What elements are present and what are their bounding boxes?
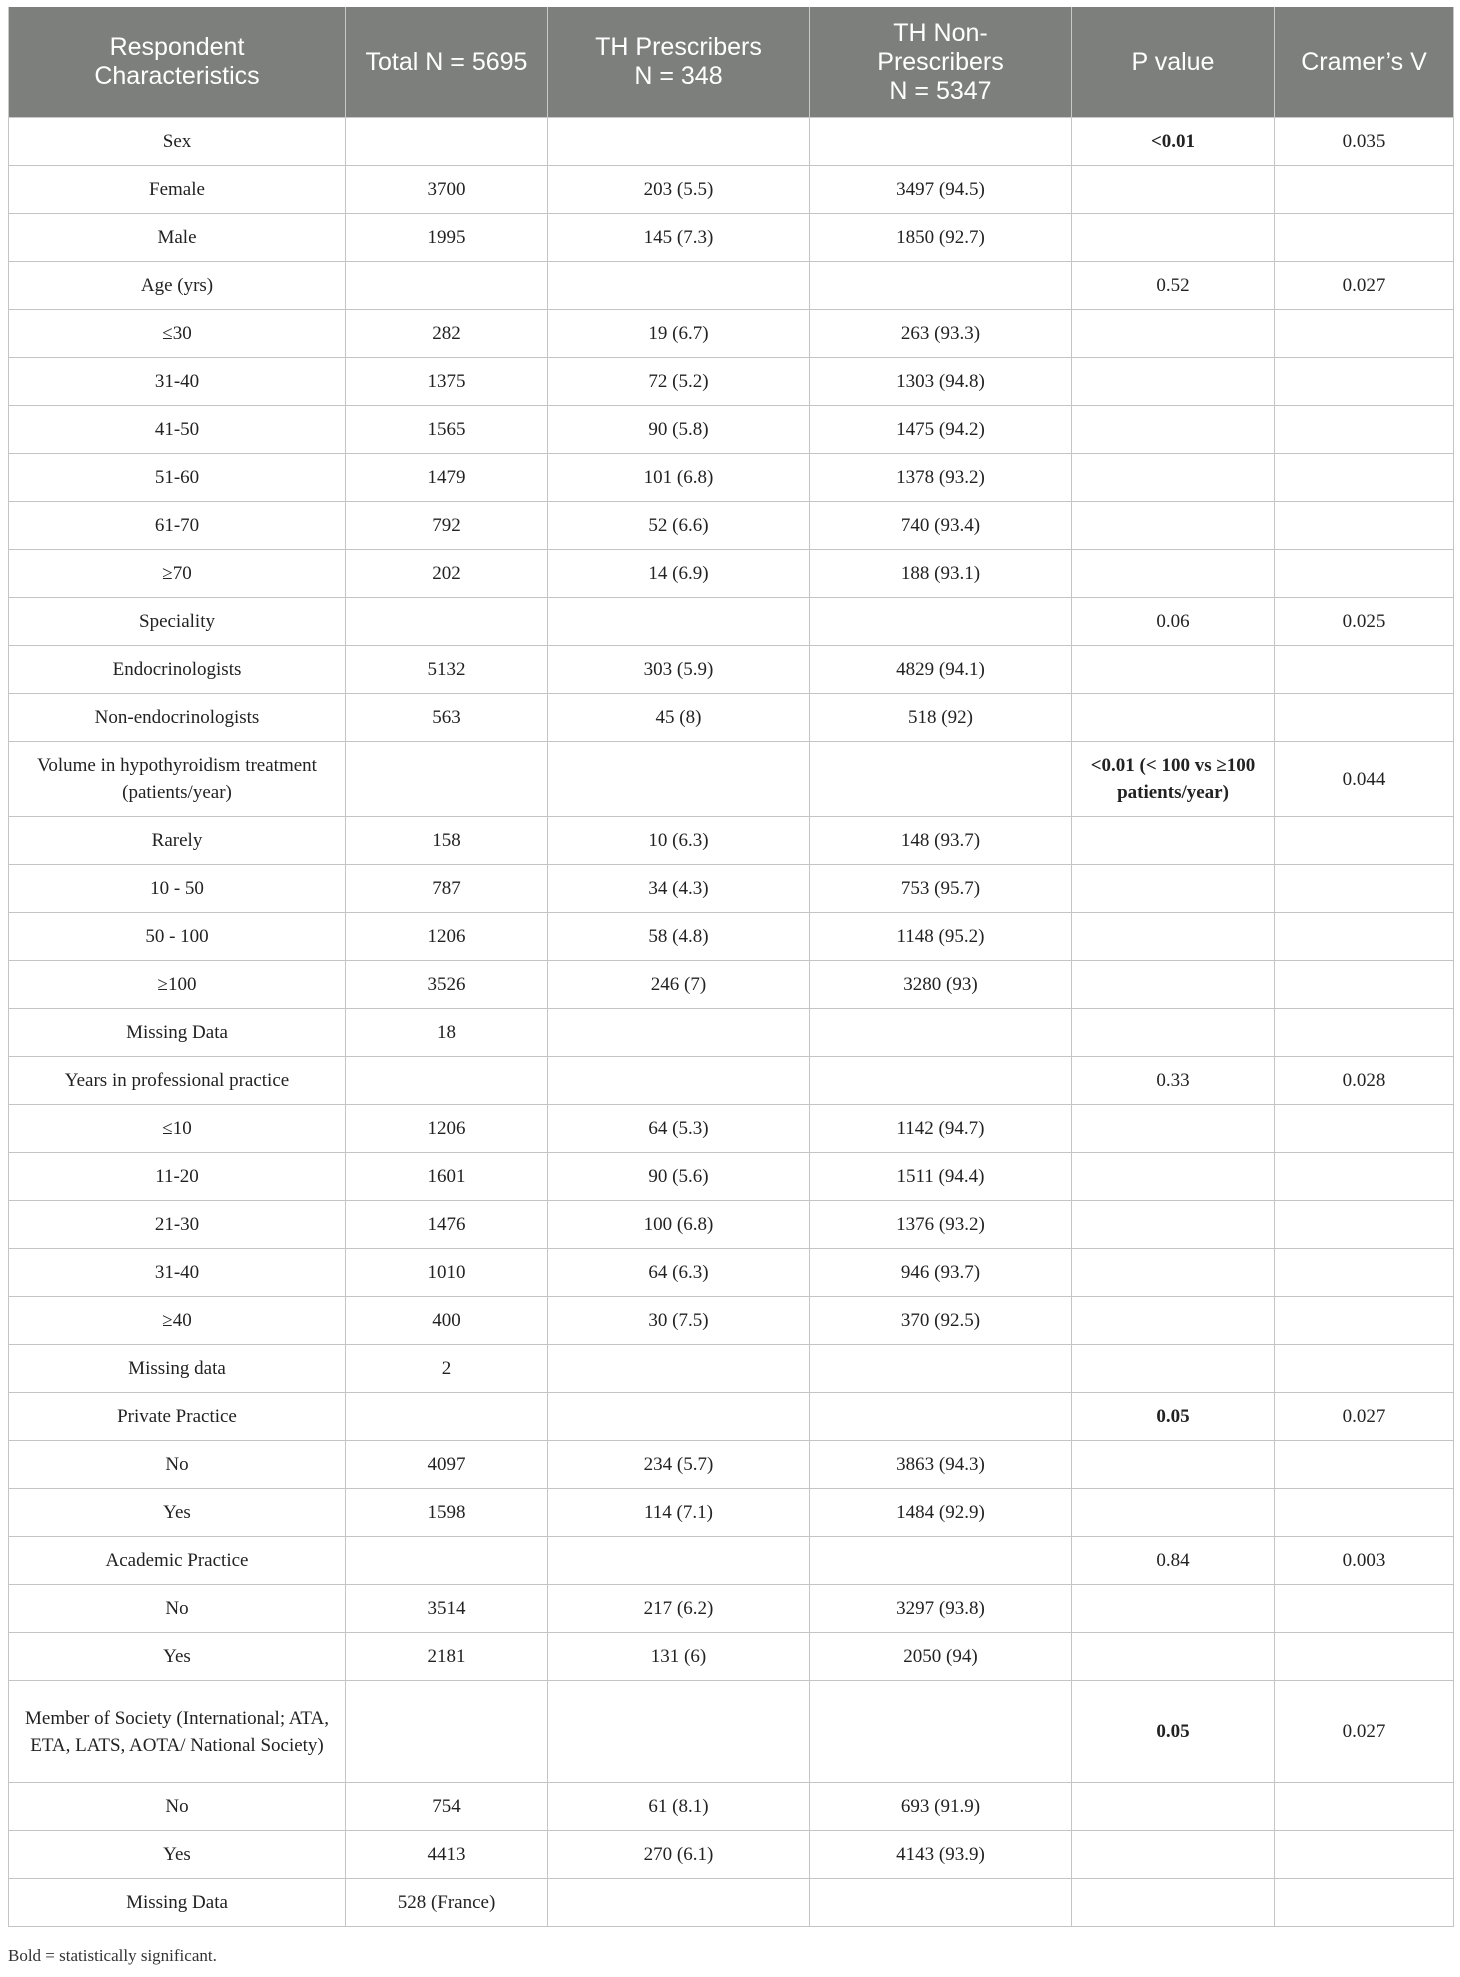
non-prescribers-cell: 518 (92) bbox=[810, 694, 1072, 742]
p-value-cell: 0.33 bbox=[1072, 1057, 1275, 1105]
cramers-v-cell bbox=[1275, 817, 1454, 865]
p-value-cell bbox=[1072, 406, 1275, 454]
total-cell: 5132 bbox=[346, 646, 548, 694]
table-row bbox=[9, 166, 1454, 214]
p-value-cell: 0.05 bbox=[1072, 1393, 1275, 1441]
total-cell: 1476 bbox=[346, 1201, 548, 1249]
prescribers-cell: 234 (5.7) bbox=[548, 1441, 810, 1489]
total-cell bbox=[346, 1681, 548, 1783]
p-value-cell bbox=[1072, 166, 1275, 214]
prescribers-cell: 203 (5.5) bbox=[548, 166, 810, 214]
header-th-prescribers: TH Prescribers N = 348 bbox=[548, 7, 810, 118]
cramers-v-cell bbox=[1275, 1105, 1454, 1153]
prescribers-cell: 270 (6.1) bbox=[548, 1831, 810, 1879]
non-prescribers-cell bbox=[810, 598, 1072, 646]
total-cell: 754 bbox=[346, 1783, 548, 1831]
p-value-cell bbox=[1072, 1489, 1275, 1537]
total-cell: 1601 bbox=[346, 1153, 548, 1201]
table-row bbox=[9, 454, 1454, 502]
p-value-cell bbox=[1072, 817, 1275, 865]
prescribers-cell: 303 (5.9) bbox=[548, 646, 810, 694]
table-row bbox=[9, 262, 1454, 310]
table-row bbox=[9, 1297, 1454, 1345]
prescribers-cell: 100 (6.8) bbox=[548, 1201, 810, 1249]
table-row bbox=[9, 1633, 1454, 1681]
header-row bbox=[9, 7, 1454, 118]
table-row bbox=[9, 913, 1454, 961]
non-prescribers-cell: 148 (93.7) bbox=[810, 817, 1072, 865]
cramers-v-cell bbox=[1275, 1345, 1454, 1393]
total-cell bbox=[346, 118, 548, 166]
non-prescribers-cell: 753 (95.7) bbox=[810, 865, 1072, 913]
cramers-v-cell bbox=[1275, 310, 1454, 358]
characteristic-cell: Yes bbox=[9, 1633, 346, 1681]
p-value-cell: <0.01 (< 100 vs ≥100 patients/year) bbox=[1072, 742, 1275, 817]
table-row bbox=[9, 1441, 1454, 1489]
table-row bbox=[9, 310, 1454, 358]
characteristic-cell: Sex bbox=[9, 118, 346, 166]
table-row bbox=[9, 502, 1454, 550]
cramers-v-cell bbox=[1275, 1249, 1454, 1297]
characteristic-cell: Non-endocrinologists bbox=[9, 694, 346, 742]
cramers-v-cell bbox=[1275, 1297, 1454, 1345]
characteristic-cell: 10 - 50 bbox=[9, 865, 346, 913]
table-row bbox=[9, 358, 1454, 406]
characteristic-cell: 41-50 bbox=[9, 406, 346, 454]
data-table-container bbox=[8, 7, 1453, 1927]
prescribers-cell: 45 (8) bbox=[548, 694, 810, 742]
p-value-cell bbox=[1072, 1105, 1275, 1153]
p-value-cell: 0.52 bbox=[1072, 262, 1275, 310]
total-cell: 282 bbox=[346, 310, 548, 358]
characteristic-cell: Endocrinologists bbox=[9, 646, 346, 694]
total-cell: 787 bbox=[346, 865, 548, 913]
total-cell: 400 bbox=[346, 1297, 548, 1345]
non-prescribers-cell: 1376 (93.2) bbox=[810, 1201, 1072, 1249]
table-row bbox=[9, 1783, 1454, 1831]
table-row bbox=[9, 865, 1454, 913]
table-row bbox=[9, 1537, 1454, 1585]
p-value-cell bbox=[1072, 1831, 1275, 1879]
p-value-cell bbox=[1072, 913, 1275, 961]
p-value-cell bbox=[1072, 310, 1275, 358]
p-value-cell: 0.06 bbox=[1072, 598, 1275, 646]
characteristic-cell: 21-30 bbox=[9, 1201, 346, 1249]
header-p-value: P value bbox=[1072, 7, 1275, 118]
non-prescribers-cell: 693 (91.9) bbox=[810, 1783, 1072, 1831]
total-cell: 1206 bbox=[346, 1105, 548, 1153]
footnote: Bold = statistically significant. bbox=[8, 1946, 217, 1965]
prescribers-cell bbox=[548, 598, 810, 646]
table-row bbox=[9, 1057, 1454, 1105]
cramers-v-cell bbox=[1275, 646, 1454, 694]
characteristic-cell: Member of Society (International; ATA, ETA, LATS, AOTA/ National Society) bbox=[9, 1681, 346, 1783]
cramers-v-cell bbox=[1275, 166, 1454, 214]
total-cell bbox=[346, 742, 548, 817]
p-value-cell bbox=[1072, 1783, 1275, 1831]
non-prescribers-cell: 1484 (92.9) bbox=[810, 1489, 1072, 1537]
non-prescribers-cell: 1511 (94.4) bbox=[810, 1153, 1072, 1201]
characteristic-cell: Years in professional practice bbox=[9, 1057, 346, 1105]
header-total: Total N = 5695 bbox=[346, 7, 548, 118]
cramers-v-cell: 0.003 bbox=[1275, 1537, 1454, 1585]
prescribers-cell: 34 (4.3) bbox=[548, 865, 810, 913]
header-respondent-characteristics: Respondent Characteristics bbox=[9, 7, 346, 118]
p-value-cell bbox=[1072, 358, 1275, 406]
non-prescribers-cell: 3280 (93) bbox=[810, 961, 1072, 1009]
non-prescribers-cell bbox=[810, 1057, 1072, 1105]
table-header bbox=[9, 7, 1454, 118]
cramers-v-cell bbox=[1275, 1201, 1454, 1249]
total-cell: 202 bbox=[346, 550, 548, 598]
non-prescribers-cell: 2050 (94) bbox=[810, 1633, 1072, 1681]
characteristic-cell: ≥70 bbox=[9, 550, 346, 598]
prescribers-cell: 10 (6.3) bbox=[548, 817, 810, 865]
cramers-v-cell bbox=[1275, 406, 1454, 454]
cramers-v-cell: 0.028 bbox=[1275, 1057, 1454, 1105]
cramers-v-cell bbox=[1275, 1879, 1454, 1927]
non-prescribers-cell bbox=[810, 742, 1072, 817]
non-prescribers-cell: 3497 (94.5) bbox=[810, 166, 1072, 214]
characteristic-cell: 31-40 bbox=[9, 1249, 346, 1297]
p-value-cell bbox=[1072, 961, 1275, 1009]
prescribers-cell: 30 (7.5) bbox=[548, 1297, 810, 1345]
characteristic-cell: 50 - 100 bbox=[9, 913, 346, 961]
characteristic-cell: No bbox=[9, 1441, 346, 1489]
table-row bbox=[9, 1345, 1454, 1393]
characteristic-cell: ≥40 bbox=[9, 1297, 346, 1345]
non-prescribers-cell bbox=[810, 1879, 1072, 1927]
non-prescribers-cell bbox=[810, 1393, 1072, 1441]
characteristic-cell: Academic Practice bbox=[9, 1537, 346, 1585]
total-cell: 18 bbox=[346, 1009, 548, 1057]
cramers-v-cell bbox=[1275, 913, 1454, 961]
header-th-non-prescribers: TH Non- Prescribers N = 5347 bbox=[810, 7, 1072, 118]
p-value-cell bbox=[1072, 454, 1275, 502]
non-prescribers-cell bbox=[810, 262, 1072, 310]
characteristic-cell: Female bbox=[9, 166, 346, 214]
characteristic-cell: Missing Data bbox=[9, 1879, 346, 1927]
total-cell bbox=[346, 1057, 548, 1105]
p-value-cell bbox=[1072, 214, 1275, 262]
cramers-v-cell: 0.035 bbox=[1275, 118, 1454, 166]
cramers-v-cell bbox=[1275, 1009, 1454, 1057]
prescribers-cell: 64 (6.3) bbox=[548, 1249, 810, 1297]
non-prescribers-cell bbox=[810, 1345, 1072, 1393]
prescribers-cell: 90 (5.6) bbox=[548, 1153, 810, 1201]
cramers-v-cell bbox=[1275, 1489, 1454, 1537]
table-row bbox=[9, 961, 1454, 1009]
total-cell: 1565 bbox=[346, 406, 548, 454]
p-value-cell bbox=[1072, 502, 1275, 550]
p-value-cell bbox=[1072, 1345, 1275, 1393]
table-row bbox=[9, 1831, 1454, 1879]
cramers-v-cell: 0.027 bbox=[1275, 1681, 1454, 1783]
total-cell: 1010 bbox=[346, 1249, 548, 1297]
characteristic-cell: Age (yrs) bbox=[9, 262, 346, 310]
total-cell: 2 bbox=[346, 1345, 548, 1393]
p-value-cell bbox=[1072, 550, 1275, 598]
p-value-cell bbox=[1072, 1153, 1275, 1201]
prescribers-cell: 52 (6.6) bbox=[548, 502, 810, 550]
total-cell: 1206 bbox=[346, 913, 548, 961]
table-row bbox=[9, 646, 1454, 694]
total-cell bbox=[346, 1537, 548, 1585]
characteristic-cell: No bbox=[9, 1783, 346, 1831]
non-prescribers-cell: 4829 (94.1) bbox=[810, 646, 1072, 694]
prescribers-cell bbox=[548, 1057, 810, 1105]
characteristic-cell: Volume in hypothyroidism treatment (patients/year) bbox=[9, 742, 346, 817]
characteristic-cell: 31-40 bbox=[9, 358, 346, 406]
prescribers-cell: 114 (7.1) bbox=[548, 1489, 810, 1537]
cramers-v-cell bbox=[1275, 454, 1454, 502]
prescribers-cell bbox=[548, 262, 810, 310]
cramers-v-cell: 0.027 bbox=[1275, 262, 1454, 310]
prescribers-cell: 72 (5.2) bbox=[548, 358, 810, 406]
total-cell: 1479 bbox=[346, 454, 548, 502]
total-cell: 792 bbox=[346, 502, 548, 550]
total-cell: 4097 bbox=[346, 1441, 548, 1489]
prescribers-cell: 58 (4.8) bbox=[548, 913, 810, 961]
table-row bbox=[9, 817, 1454, 865]
total-cell: 1995 bbox=[346, 214, 548, 262]
table-row bbox=[9, 1249, 1454, 1297]
characteristic-cell: 51-60 bbox=[9, 454, 346, 502]
cramers-v-cell bbox=[1275, 1153, 1454, 1201]
characteristic-cell: 11-20 bbox=[9, 1153, 346, 1201]
total-cell bbox=[346, 598, 548, 646]
prescribers-cell bbox=[548, 742, 810, 817]
table-row bbox=[9, 1009, 1454, 1057]
total-cell: 1375 bbox=[346, 358, 548, 406]
cramers-v-cell bbox=[1275, 865, 1454, 913]
prescribers-cell: 217 (6.2) bbox=[548, 1585, 810, 1633]
non-prescribers-cell: 3863 (94.3) bbox=[810, 1441, 1072, 1489]
p-value-cell bbox=[1072, 1879, 1275, 1927]
table-row bbox=[9, 694, 1454, 742]
characteristic-cell: Missing data bbox=[9, 1345, 346, 1393]
cramers-v-cell bbox=[1275, 1783, 1454, 1831]
prescribers-cell: 101 (6.8) bbox=[548, 454, 810, 502]
total-cell: 1598 bbox=[346, 1489, 548, 1537]
table-row bbox=[9, 742, 1454, 817]
non-prescribers-cell bbox=[810, 1009, 1072, 1057]
prescribers-cell: 14 (6.9) bbox=[548, 550, 810, 598]
cramers-v-cell bbox=[1275, 694, 1454, 742]
characteristic-cell: ≤10 bbox=[9, 1105, 346, 1153]
prescribers-cell bbox=[548, 1009, 810, 1057]
total-cell: 528 (France) bbox=[346, 1879, 548, 1927]
table-row bbox=[9, 1201, 1454, 1249]
table-row bbox=[9, 550, 1454, 598]
non-prescribers-cell: 1303 (94.8) bbox=[810, 358, 1072, 406]
table-row bbox=[9, 118, 1454, 166]
respondent-characteristics-table bbox=[8, 7, 1454, 1927]
table-row bbox=[9, 598, 1454, 646]
non-prescribers-cell: 370 (92.5) bbox=[810, 1297, 1072, 1345]
non-prescribers-cell bbox=[810, 118, 1072, 166]
p-value-cell bbox=[1072, 1249, 1275, 1297]
cramers-v-cell bbox=[1275, 502, 1454, 550]
table-row bbox=[9, 406, 1454, 454]
prescribers-cell bbox=[548, 1393, 810, 1441]
non-prescribers-cell bbox=[810, 1681, 1072, 1783]
prescribers-cell bbox=[548, 1537, 810, 1585]
non-prescribers-cell: 740 (93.4) bbox=[810, 502, 1072, 550]
total-cell: 563 bbox=[346, 694, 548, 742]
table-row bbox=[9, 214, 1454, 262]
p-value-cell bbox=[1072, 1633, 1275, 1681]
prescribers-cell bbox=[548, 1345, 810, 1393]
table-row bbox=[9, 1105, 1454, 1153]
cramers-v-cell bbox=[1275, 214, 1454, 262]
total-cell: 3526 bbox=[346, 961, 548, 1009]
table-row bbox=[9, 1879, 1454, 1927]
p-value-cell bbox=[1072, 1009, 1275, 1057]
total-cell: 158 bbox=[346, 817, 548, 865]
cramers-v-cell: 0.027 bbox=[1275, 1393, 1454, 1441]
p-value-cell bbox=[1072, 694, 1275, 742]
non-prescribers-cell: 946 (93.7) bbox=[810, 1249, 1072, 1297]
p-value-cell bbox=[1072, 646, 1275, 694]
characteristic-cell: Private Practice bbox=[9, 1393, 346, 1441]
characteristic-cell: Yes bbox=[9, 1831, 346, 1879]
p-value-cell bbox=[1072, 1585, 1275, 1633]
cramers-v-cell bbox=[1275, 1585, 1454, 1633]
table-row bbox=[9, 1681, 1454, 1783]
p-value-cell: 0.05 bbox=[1072, 1681, 1275, 1783]
non-prescribers-cell: 1850 (92.7) bbox=[810, 214, 1072, 262]
cramers-v-cell: 0.025 bbox=[1275, 598, 1454, 646]
non-prescribers-cell: 3297 (93.8) bbox=[810, 1585, 1072, 1633]
total-cell: 2181 bbox=[346, 1633, 548, 1681]
characteristic-cell: ≥100 bbox=[9, 961, 346, 1009]
characteristic-cell: Missing Data bbox=[9, 1009, 346, 1057]
p-value-cell: 0.84 bbox=[1072, 1537, 1275, 1585]
prescribers-cell bbox=[548, 1681, 810, 1783]
characteristic-cell: 61-70 bbox=[9, 502, 346, 550]
non-prescribers-cell: 1475 (94.2) bbox=[810, 406, 1072, 454]
table-row bbox=[9, 1489, 1454, 1537]
cramers-v-cell bbox=[1275, 550, 1454, 598]
non-prescribers-cell: 188 (93.1) bbox=[810, 550, 1072, 598]
prescribers-cell: 64 (5.3) bbox=[548, 1105, 810, 1153]
p-value-cell bbox=[1072, 1441, 1275, 1489]
cramers-v-cell bbox=[1275, 961, 1454, 1009]
non-prescribers-cell: 263 (93.3) bbox=[810, 310, 1072, 358]
characteristic-cell: Speciality bbox=[9, 598, 346, 646]
non-prescribers-cell: 1148 (95.2) bbox=[810, 913, 1072, 961]
cramers-v-cell bbox=[1275, 1831, 1454, 1879]
table-row bbox=[9, 1585, 1454, 1633]
characteristic-cell: No bbox=[9, 1585, 346, 1633]
characteristic-cell: Male bbox=[9, 214, 346, 262]
prescribers-cell bbox=[548, 1879, 810, 1927]
non-prescribers-cell: 1142 (94.7) bbox=[810, 1105, 1072, 1153]
cramers-v-cell bbox=[1275, 358, 1454, 406]
prescribers-cell: 246 (7) bbox=[548, 961, 810, 1009]
total-cell bbox=[346, 1393, 548, 1441]
p-value-cell: <0.01 bbox=[1072, 118, 1275, 166]
p-value-cell bbox=[1072, 1297, 1275, 1345]
header-cramers-v: Cramer’s V bbox=[1275, 7, 1454, 118]
p-value-cell bbox=[1072, 1201, 1275, 1249]
table-row bbox=[9, 1393, 1454, 1441]
characteristic-cell: Rarely bbox=[9, 817, 346, 865]
total-cell: 4413 bbox=[346, 1831, 548, 1879]
total-cell: 3700 bbox=[346, 166, 548, 214]
prescribers-cell: 145 (7.3) bbox=[548, 214, 810, 262]
prescribers-cell bbox=[548, 118, 810, 166]
prescribers-cell: 19 (6.7) bbox=[548, 310, 810, 358]
prescribers-cell: 131 (6) bbox=[548, 1633, 810, 1681]
non-prescribers-cell: 1378 (93.2) bbox=[810, 454, 1072, 502]
p-value-cell bbox=[1072, 865, 1275, 913]
table-row bbox=[9, 1153, 1454, 1201]
total-cell bbox=[346, 262, 548, 310]
prescribers-cell: 90 (5.8) bbox=[548, 406, 810, 454]
cramers-v-cell bbox=[1275, 1441, 1454, 1489]
total-cell: 3514 bbox=[346, 1585, 548, 1633]
characteristic-cell: Yes bbox=[9, 1489, 346, 1537]
cramers-v-cell: 0.044 bbox=[1275, 742, 1454, 817]
cramers-v-cell bbox=[1275, 1633, 1454, 1681]
non-prescribers-cell bbox=[810, 1537, 1072, 1585]
non-prescribers-cell: 4143 (93.9) bbox=[810, 1831, 1072, 1879]
table-body bbox=[9, 118, 1454, 1927]
characteristic-cell: ≤30 bbox=[9, 310, 346, 358]
prescribers-cell: 61 (8.1) bbox=[548, 1783, 810, 1831]
